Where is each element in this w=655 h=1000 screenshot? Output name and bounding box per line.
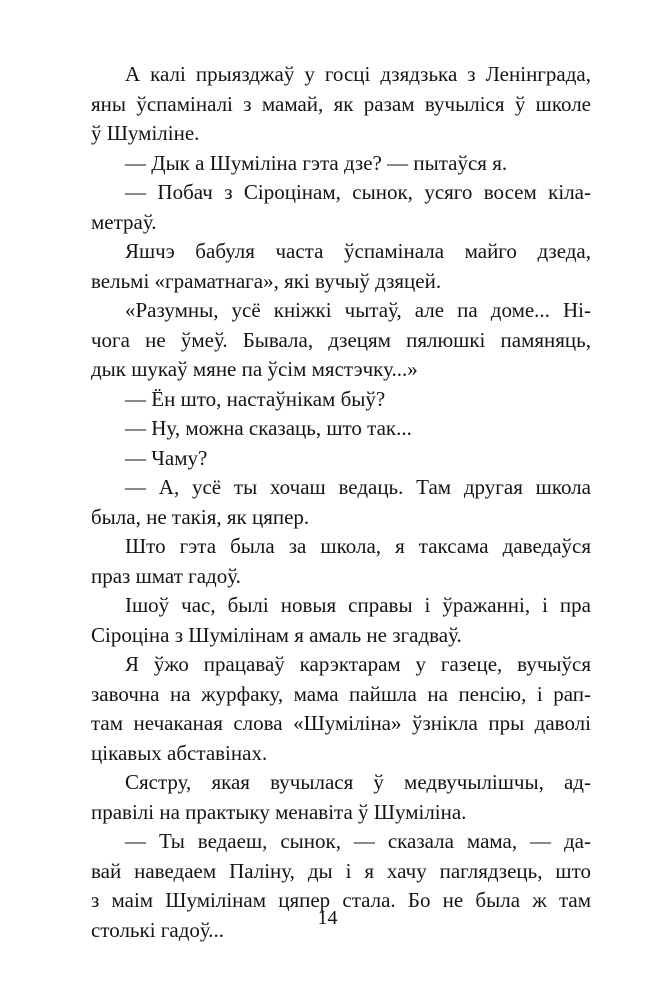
text-line: — А, усё ты хочаш ведаць. Там другая школа [125, 475, 591, 499]
text-line: Сіроціна з Шумілінам я амаль не згадваў. [91, 622, 462, 647]
paragraph [91, 385, 591, 415]
text-line: Ішоў час, былі новыя справы і ўражанні, і пра [125, 593, 591, 617]
page-number: 14 [317, 907, 338, 929]
text-line: — Ён што, настаўнікам быў? [125, 386, 386, 411]
text-line: ў Шуміліне. [91, 121, 200, 145]
text-line: была, не такія, як цяпер. [91, 504, 310, 529]
text-line: «Разумны, усё кніжкі чытаў, але па доме... Ні- [125, 298, 591, 322]
text-line: — Ну, можна сказаць, што так... [125, 416, 412, 440]
text-line: яны ўспаміналі з мамай, як разам вучыліся ў школе [91, 91, 591, 116]
text-line: Што гэта была за школа, я таксама даведаўся [125, 534, 591, 558]
text-line: з маім Шумілінам цяпер стала. Бо не была ж там [91, 888, 591, 912]
text-line: вай наведаем Паліну, ды і я хачу паглядзець, што [91, 858, 591, 883]
text-line: там нечаканая слова «Шуміліна» ўзнікла пры даволі [91, 711, 591, 735]
text-line: вельмі «граматнага», які вучыў дзяцей. [91, 268, 442, 293]
paragraph [91, 296, 591, 385]
paragraph [91, 237, 591, 296]
paragraph [91, 768, 591, 827]
text-line: А калі прыязджаў у госці дзядзька з Ленінграда, [125, 62, 591, 86]
text-line: — Дык а Шуміліна гэта дзе? — пытаўся я. [125, 150, 508, 175]
paragraph [91, 650, 591, 768]
paragraph [91, 532, 591, 591]
text-line: праз шмат гадоў. [91, 563, 241, 588]
text-line: правілі на практыку менавіта ў Шуміліна. [91, 799, 467, 824]
paragraph [91, 178, 591, 237]
text-line: дык шукаў мяне па ўсім мястэчку...» [91, 357, 418, 381]
paragraph [91, 444, 591, 474]
paragraph [91, 473, 591, 532]
body-text [91, 60, 591, 945]
text-line: — Чаму? [125, 445, 208, 470]
text-line: метраў. [91, 209, 157, 234]
text-line: Я ўжо працаваў карэктарам у газеце, вучыўся [125, 652, 591, 676]
paragraph [91, 149, 591, 179]
text-line: — Побач з Сіроцінам, сынок, усяго восем кіла- [125, 180, 591, 204]
paragraph [91, 60, 591, 149]
text-line: цікавых абставінах. [91, 740, 268, 765]
paragraph [91, 591, 591, 650]
text-line: столькі гадоў... [91, 917, 225, 942]
text-line: чога не ўмеў. Бывала, дзецям пялюшкі памяняць, [91, 327, 591, 352]
text-line: — Ты ведаеш, сынок, — сказала мама, — да- [125, 829, 591, 853]
text-line: Сястру, якая вучылася ў медвучылішчы, ад- [125, 770, 591, 794]
text-line: завочна на журфаку, мама пайшла на пенсію, і рап- [91, 681, 591, 706]
paragraph [91, 414, 591, 444]
text-line: Яшчэ бабуля часта ўспамінала майго дзеда, [125, 239, 591, 263]
